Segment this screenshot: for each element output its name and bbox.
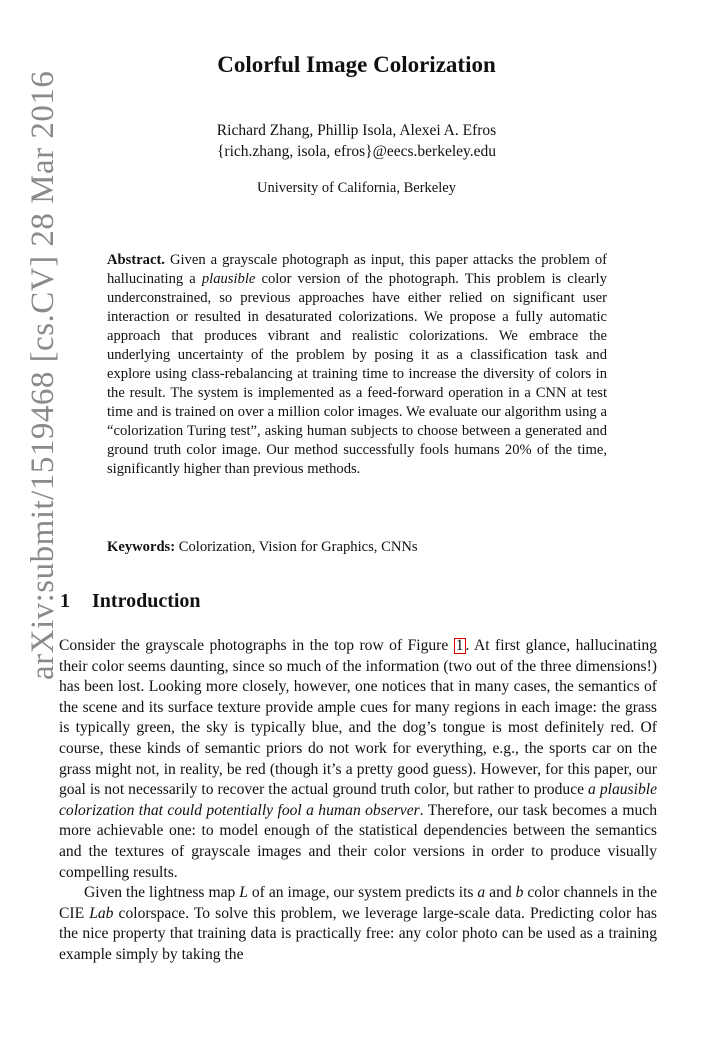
paper-title: Colorful Image Colorization bbox=[217, 52, 496, 77]
author-emails: {rich.zhang, isola, efros}@eecs.berkeley.edu bbox=[216, 143, 497, 160]
section-title: Introduction bbox=[92, 590, 201, 612]
lab-colorspace: Lab bbox=[89, 904, 114, 922]
intro-emphasis: a plausible colorization that could potentially fool a human observer bbox=[59, 781, 657, 819]
intro-text-run: color channels in the CIE bbox=[59, 884, 658, 922]
keywords-text: Colorization, Vision for Graphics, CNNs bbox=[175, 539, 418, 555]
intro-text-run: and bbox=[485, 884, 516, 902]
section-number: 1 bbox=[60, 590, 70, 612]
math-a: a bbox=[477, 884, 486, 902]
intro-text-run: . At first glance, hallucinating their color seems daunting, since so much of the information (two out of the three dimensions!) has been lost. Looking more closely, however, one notices that in many cases, the semantics of the scene and its surface texture provide ample cues for many regions in each image: the grass is typically green, the sky is typically blue, and the dog’s tongue is most definitely red. Of course, these kinds of semantic priors do not work for everything, e.g., the sports car on the grass might not, in reality, be red (though it’s a pretty good guess). However, for this paper, our goal is not necessarily to recover the actual ground truth color, but rather to produce bbox=[59, 637, 657, 799]
intro-text-run: colorspace. To solve this problem, we leverage large-scale data. Predicting color has the nice property that training data is practically free: any color photo can be used as a training example simply by taking the bbox=[59, 904, 657, 963]
introduction-body bbox=[59, 636, 657, 966]
authors: Richard Zhang, Phillip Isola, Alexei A. Efros bbox=[216, 122, 497, 139]
abstract-text-2: color version of the photograph. This problem is clearly underconstrained, so previous approaches have either relied on significant user interaction or resulted in desaturated colorizations. We propose a fully automatic approach that produces vibrant and realistic colorizations. We embrace the underlying uncertainty of the problem by posing it as a classification task and explore using class-rebalancing at training time to increase the diversity of colors in the result. The system is implemented as a feed-forward operation in a CNN at test time and is trained on over a million color images. We evaluate our algorithm using a “colorization Turing test”, asking human subjects to choose between a generated and ground truth color image. Our method successfully fools humans 20% of the time, significantly higher than previous methods. bbox=[107, 271, 607, 477]
intro-text-run: . Therefore, our task becomes a much more achievable one: to model enough of the statistical dependencies between the semantics and the textures of grayscale images and their color versions in order to produce visually compelling results. bbox=[59, 801, 657, 881]
intro-text-run: of an image, our system predicts its bbox=[247, 884, 478, 902]
abstract-text-1: Given a grayscale photograph as input, this paper attacks the problem of hallucinating a bbox=[107, 252, 607, 287]
intro-text-run: Consider the grayscale photographs in the top row of Figure bbox=[59, 637, 454, 654]
section-heading-introduction bbox=[60, 590, 201, 613]
abstract bbox=[107, 251, 607, 479]
affiliation: University of California, Berkeley bbox=[257, 180, 456, 196]
figure-1-link[interactable]: 1 bbox=[455, 637, 464, 654]
abstract-emphasis: plausible bbox=[201, 271, 256, 287]
math-b: b bbox=[515, 884, 524, 902]
intro-paragraph-2 bbox=[59, 883, 657, 965]
arxiv-stamp[interactable]: arXiv:submit/1519468 [cs.CV] 28 Mar 2016 bbox=[25, 70, 61, 680]
keywords bbox=[107, 538, 607, 557]
abstract-label: Abstract. bbox=[107, 252, 165, 268]
intro-paragraph-1 bbox=[59, 636, 657, 883]
intro-text-run: Given the lightness map bbox=[84, 884, 240, 902]
math-L: L bbox=[239, 884, 248, 902]
keywords-label: Keywords: bbox=[107, 539, 176, 555]
